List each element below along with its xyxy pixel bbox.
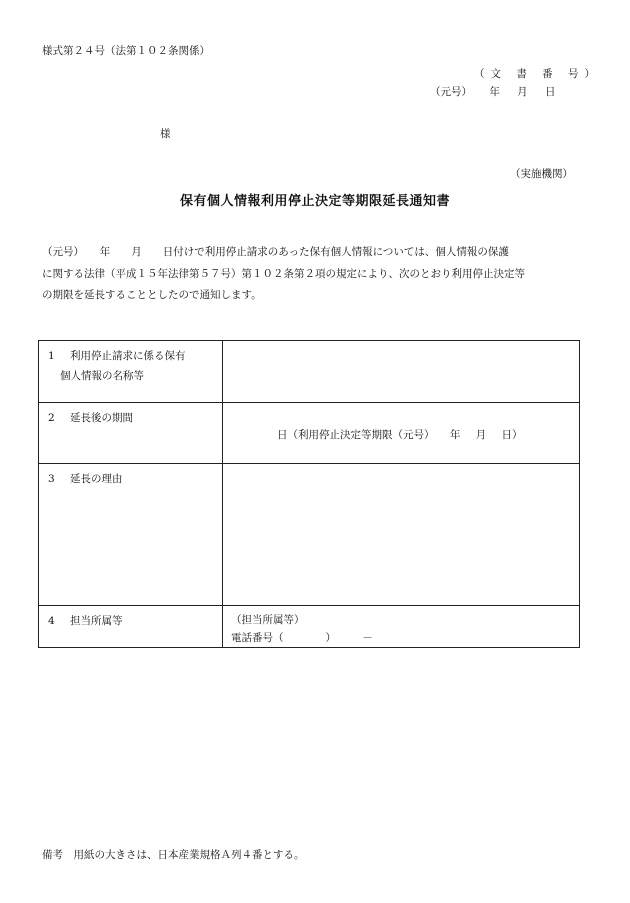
department-label: （担当所属等） — [231, 614, 305, 626]
body-line-1: （元号） 年 月 日付けで利用停止請求のあった保有個人情報については、個人情報の保護 — [42, 246, 509, 258]
body-line-3: の期限を延長することとしたので通知します。 — [42, 289, 262, 301]
row4-label-cell — [39, 606, 223, 648]
extended-period-value: 日（利用停止決定等期限（元号） 年 月 日） — [277, 429, 523, 441]
row3-label: 延長の理由 — [70, 473, 123, 485]
addressee-label: 様 — [160, 128, 171, 140]
body-text — [42, 242, 588, 307]
remark-note: 備考 用紙の大きさは、日本産業規格Ａ列４番とする。 — [42, 849, 305, 861]
row2-label-cell — [39, 403, 223, 464]
body-line-2: に関する法律（平成１５年法律第５７号）第１０２条第２項の規定により、次のとおり利用停止決定等 — [42, 267, 525, 280]
row3-value-cell[interactable] — [223, 464, 580, 606]
form-number: 様式第２４号（法第１０２条関係） — [42, 45, 210, 57]
table-row — [39, 606, 580, 648]
row2-number: 2 — [48, 412, 55, 424]
row1-number: 1 — [48, 350, 55, 362]
row3-label-cell — [39, 464, 223, 606]
agency-label: （実施機関） — [510, 168, 573, 180]
row4-value-cell[interactable] — [223, 606, 580, 648]
row1-label-cell — [39, 341, 223, 403]
row4-number: 4 — [48, 615, 55, 627]
table-row — [39, 403, 580, 464]
table-row — [39, 464, 580, 606]
row1-value-cell[interactable] — [223, 341, 580, 403]
row3-number: 3 — [48, 473, 55, 485]
page-title: 保有個人情報利用停止決定等期限延長通知書 — [179, 194, 450, 209]
row2-value-cell[interactable] — [223, 403, 580, 464]
date-line: （元号） 年 月 日 — [430, 86, 556, 98]
row1-label-line1: 利用停止請求に係る保有 — [70, 350, 186, 362]
row4-label: 担当所属等 — [70, 615, 123, 627]
info-table — [38, 340, 580, 648]
row1-label-line2: 個人情報の名称等 — [60, 370, 144, 382]
row2-label: 延長後の期間 — [70, 412, 133, 424]
document-number-label: （文 書 番 号） — [474, 68, 602, 80]
table-row — [39, 341, 580, 403]
phone-number-label: 電話番号（ ） － — [231, 632, 373, 644]
